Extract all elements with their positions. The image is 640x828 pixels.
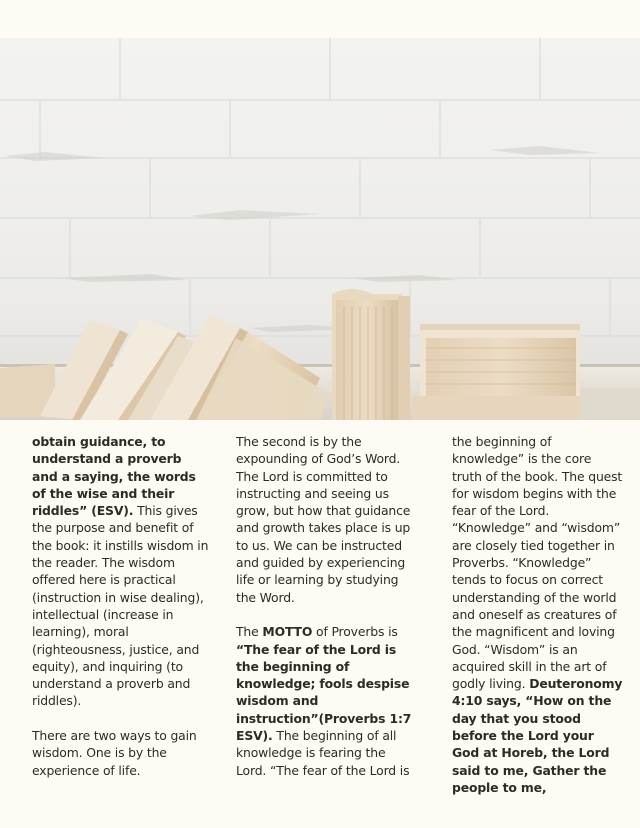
scripture-quote: obtain guidance, to understand a proverb and a saying, the words of the wise and their riddles” (ESV). (32, 434, 196, 519)
motto-explanation: The beginning of all knowledge is fearing the Lord. “The fear of the Lord is (236, 728, 410, 778)
motto-quote: “The fear of the Lord is the beginning of knowledge; fools despise wisdom and instruction”(Proverbs 1:7 ESV). (236, 641, 412, 744)
motto-mid: of Proverbs is (312, 624, 398, 640)
deuteronomy-quote: Deuteronomy 4:10 says, “How on the day that you stood before the Lord your God at Horeb, the Lord said to me, Gather the people to me, (452, 676, 623, 795)
column-1-paragraph-2: There are two ways to gain wisdom. One is by the experience of life. (32, 728, 197, 778)
column-2 (236, 433, 416, 796)
column-1-paragraph-1 (32, 433, 210, 710)
purpose-text: This gives the purpose and benefit of the book: it instills wisdom in the reader. The wisdom offered here is practical (instruction in wise dealing), intellectual (increase in learning), moral (righteousness, justice, and equity), and inquiring (to understand a proverb and riddles). (32, 503, 209, 709)
column-3-paragraph-1 (452, 433, 624, 796)
books-photo (0, 38, 640, 420)
column-1 (32, 433, 210, 796)
motto-label: MOTTO (262, 624, 313, 640)
column-2-paragraph-2 (236, 623, 416, 779)
column-2-paragraph-1: The second is by the expounding of God’s Word. The Lord is committed to instructing and seeing us grow, but how that guidance and growth takes place is up to us. We can be instructed and guided by experiencing life or learning by studying the Word. (236, 434, 411, 605)
knowledge-wisdom-text: the beginning of knowledge” is the core truth of the book. The quest for wisdom begins with the fear of the Lord. “Knowledge” and “wisdom” are closely tied together in Proverbs. “Knowledge” tends to focus on correct understanding of the world and oneself as creatures of the magnificent and loving God. “Wisdom” is an acquired skill in the art of godly living. (452, 434, 623, 692)
column-3 (452, 433, 624, 814)
motto-intro: The (236, 624, 263, 640)
